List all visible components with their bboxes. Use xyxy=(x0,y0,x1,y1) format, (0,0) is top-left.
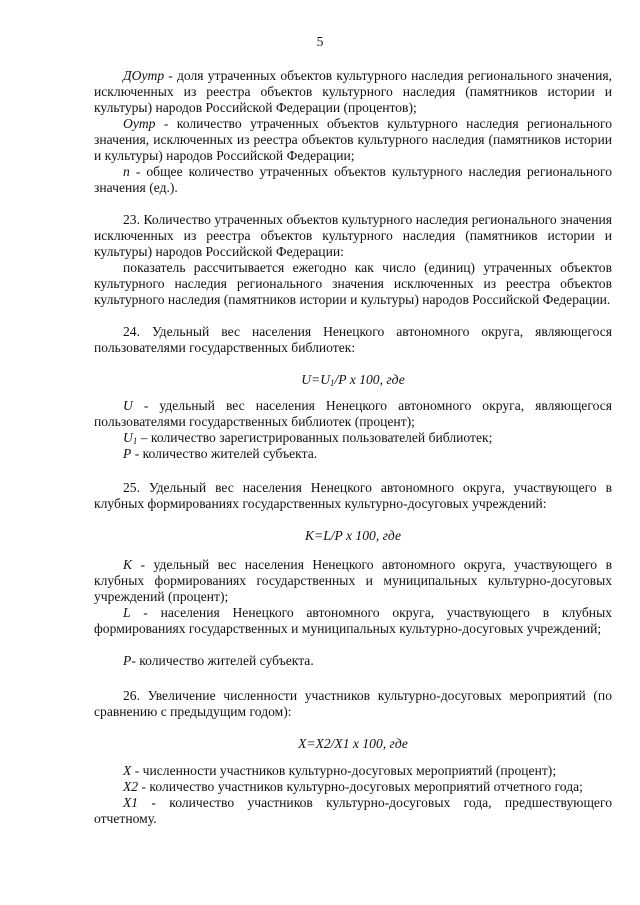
definition-n-text: - общее количество утраченных объектов культурного наследия регионального значения (ед.). xyxy=(94,164,612,195)
definition-k xyxy=(94,557,612,605)
term-n: n xyxy=(123,164,130,179)
definition-u xyxy=(94,398,612,430)
formula-24 xyxy=(94,372,612,388)
formula-24-b: /P x 100, где xyxy=(334,372,405,387)
item-24-heading: 24. Удельный вес населения Ненецкого автономного округа, являющегося пользователями государственных библиотек: xyxy=(94,324,612,355)
definition-u-text: - удельный вес населения Ненецкого автономного округа, являющегося пользователями государственных библиотек (процент); xyxy=(94,398,612,429)
definition-x2-text: - количество участников культурно-досуговых мероприятий отчетного года; xyxy=(138,779,583,794)
definition-x1 xyxy=(94,795,612,827)
term-l: L xyxy=(123,605,131,620)
definition-x xyxy=(94,763,612,779)
term-outr: Оутр xyxy=(123,116,156,131)
definition-doutr-text: - доля утраченных объектов культурного наследия регионального значения, исключенных из реестра объектов культурного наследия (памятников истории и культуры) народов Российской Федерации (процентов); xyxy=(94,68,612,115)
definition-doutr xyxy=(94,68,612,116)
term-k: K xyxy=(123,557,133,572)
term-x2: X2 xyxy=(123,779,139,794)
item-23-body: показатель рассчитывается ежегодно как число (единиц) утраченных объектов культурного наследия региональногo значения исключенных из реестра объектов культурного наследия (памятников истории и культуры) народов Российской Федерации. xyxy=(94,260,612,307)
term-p-25: P xyxy=(123,653,132,668)
term-x: X xyxy=(123,763,132,778)
formula-26: X=X2/X1 x 100, где xyxy=(298,736,408,751)
definition-outr-text: - количество утраченных объектов культурного наследия регионального значения, исключенных из реестра объектов культурного наследия (памятников истории и культуры) народов Российской Федерации; xyxy=(94,116,612,163)
page-number: 5 xyxy=(316,34,324,49)
definition-p-24 xyxy=(94,446,612,462)
definition-u1 xyxy=(94,430,612,446)
term-u: U xyxy=(123,398,133,413)
item-23-heading: 23. Количество утраченных объектов культурного наследия регионального значения исключенных из реестра объектов культурного наследия (памятников истории и культуры) народов Российской Федерации: xyxy=(94,212,612,259)
term-doutr: ДОутр xyxy=(123,68,165,83)
definition-p-24-text: - количество жителей субъекта. xyxy=(131,446,318,461)
item-25-heading: 25. Удельный вес населения Ненецкого автономного округа, участвующего в клубных формированиях государственных культурно-досуговых учреждений: xyxy=(94,480,612,511)
formula-24-sub: 1 xyxy=(330,378,335,388)
definition-x2 xyxy=(94,779,612,795)
term-x1: X1 xyxy=(123,795,139,810)
formula-24-a: U=U xyxy=(301,372,331,387)
term-u1 xyxy=(123,430,137,445)
formula-25: K=L/P x 100, где xyxy=(304,528,402,543)
term-u1-sub: 1 xyxy=(132,436,138,446)
definition-p-25-text: - количество жителей субъекта. xyxy=(131,653,314,668)
definition-x-text: - численности участников культурно-досуговых мероприятий (процент); xyxy=(131,763,557,778)
definition-l xyxy=(94,605,612,637)
definition-x1-text: - количество участников культурно-досуговых года, предшествующего отчетному. xyxy=(94,795,612,826)
definition-outr xyxy=(94,116,612,164)
definition-p-25 xyxy=(94,653,612,669)
definition-u1-text: – количество зарегистрированных пользователей библиотек; xyxy=(137,430,493,445)
term-p-24: P xyxy=(123,446,132,461)
definition-k-text: - удельный вес населения Ненецкого автономного округа, участвующего в клубных формированиях государственных и муниципальных культурно-досуговых учреждений (процент); xyxy=(94,557,612,604)
term-u1-base: U xyxy=(123,430,133,445)
item-26-heading: 26. Увеличение численности участников культурно-досуговых мероприятий (по сравнению с предыдущим годом): xyxy=(94,688,612,719)
definition-n xyxy=(94,164,612,196)
definition-l-text: - населения Ненецкого автономного округа, участвующего в клубных формированиях государственных и муниципальных культурно-досуговых учреждений; xyxy=(94,605,612,636)
